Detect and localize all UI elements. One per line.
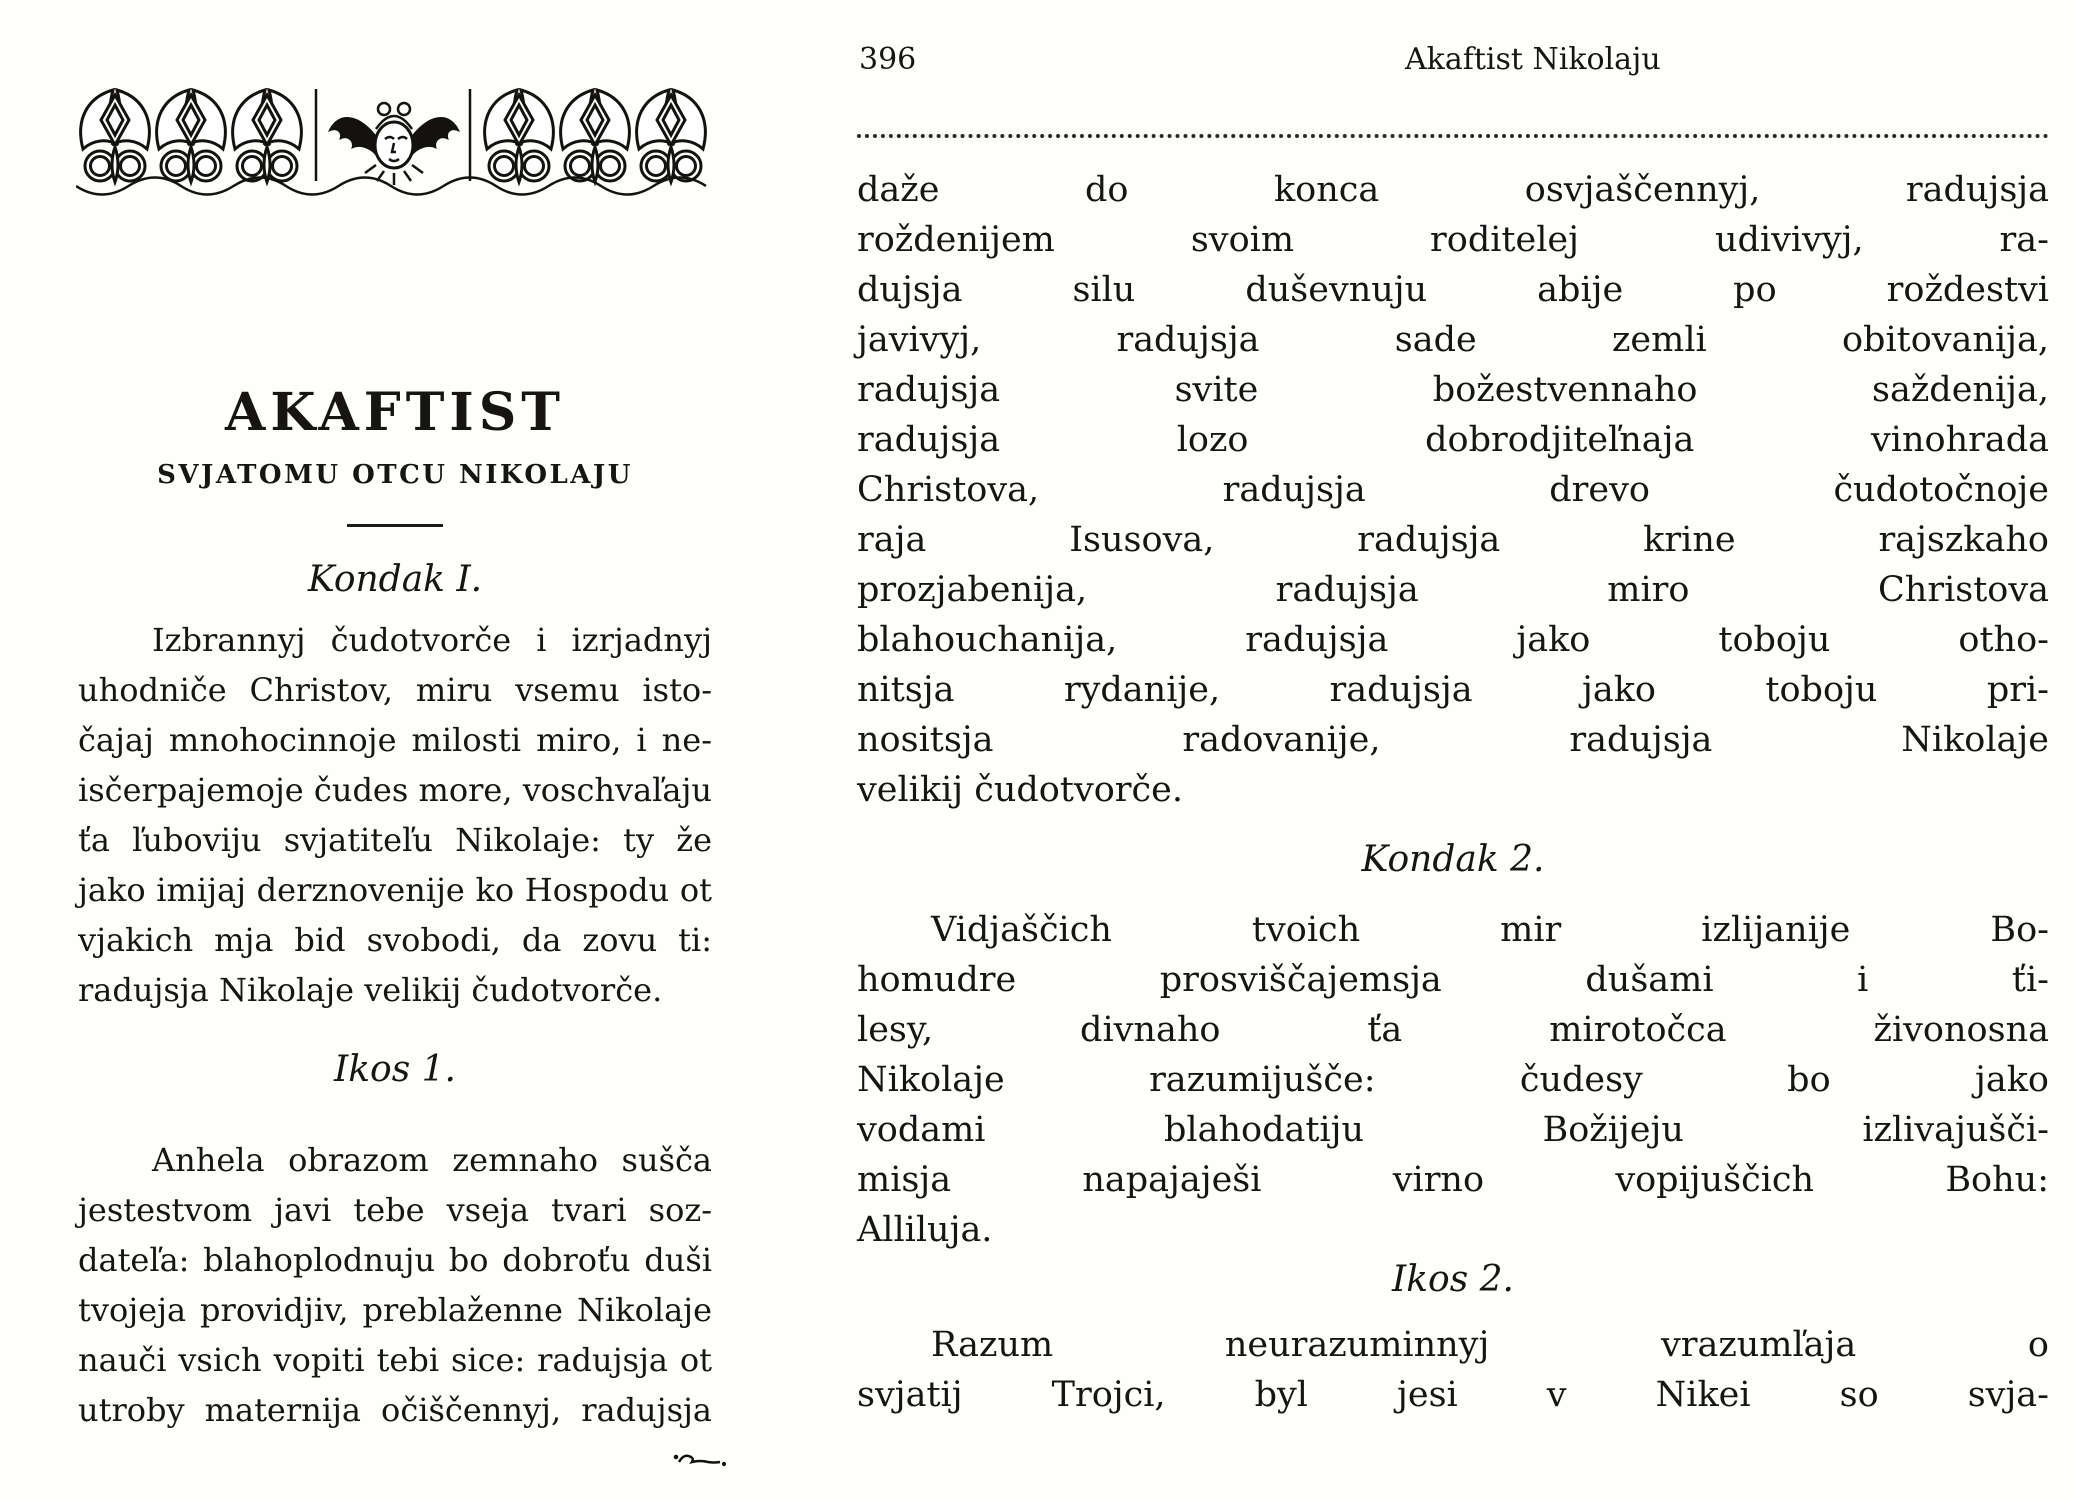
text-line: ťa ľuboviju svjatiteľu Nikolaje: ty že <box>78 821 712 859</box>
text-line: utroby maternija očiščennyj, radujsja <box>78 1391 712 1429</box>
tulip-icon <box>157 90 226 182</box>
page-title: AKAFTIST <box>225 382 565 443</box>
kondak-1-paragraph <box>78 615 712 1015</box>
text-line: radujsja svite božestvennaho saždenija, <box>857 370 2049 410</box>
text-line: nauči vsich vopiti tebi sice: radujsja ot <box>78 1341 712 1379</box>
page-subtitle: SVJATOMU OTCU NIKOLAJU <box>157 460 633 490</box>
text-line: dateľa: blahoplodnuju bo dobroťu duši <box>78 1241 712 1279</box>
text-line: nitsja rydanije, radujsja jako toboju pri- <box>857 670 2049 710</box>
text-line: prozjabenija, radujsja miro Christova <box>857 570 2049 610</box>
text-line: javivyj, radujsja sade zemli obitovanija, <box>857 320 2049 360</box>
ikos-1-paragraph <box>78 1135 712 1435</box>
text-line: raja Isusova, radujsja krine rajszkaho <box>857 520 2049 560</box>
section-heading-ikos-2: Ikos 2. <box>1392 1259 1514 1300</box>
text-line: homudre prosviščajemsja dušami i ťi- <box>857 960 2049 1000</box>
section-heading-kondak-2: Kondak 2. <box>1361 839 1545 880</box>
text-line: nositsja radovanije, radujsja Nikolaje <box>857 720 2049 760</box>
text-line: vjakich mja bid svobodi, da zovu ti: <box>78 921 712 959</box>
text-line: svjatij Trojci, byl jesi v Nikei so svja- <box>857 1375 2049 1415</box>
running-head <box>857 42 2049 88</box>
text-line: uhodniče Christov, miru vsemu isto- <box>78 671 712 709</box>
text-line: roždenijem svoim roditelej udivivyj, ra- <box>857 220 2049 260</box>
tulip-icon <box>485 90 554 182</box>
section-heading-ikos-1: Ikos 1. <box>334 1049 456 1090</box>
text-line: lesy, divnaho ťa mirotočca živonosna <box>857 1010 2049 1050</box>
section-heading-kondak-1: Kondak I. <box>307 559 483 600</box>
tulip-ornament-band <box>76 85 714 207</box>
ikos-2-paragraph <box>857 1320 2049 1420</box>
text-line: Vidjaščich tvoich mir izlijanije Bo- <box>931 910 2049 950</box>
cherub-icon <box>329 103 459 185</box>
continuation-paragraph <box>857 165 2049 815</box>
text-line: isčerpajemoje čudes more, voschvaľaju <box>78 771 712 809</box>
text-line: Razum neurazuminnyj vrazumľaja o <box>931 1325 2049 1365</box>
running-title: Akaftist Nikolaju <box>1405 42 1661 77</box>
text-line: radujsja lozo dobrodjiteľnaja vinohrada <box>857 420 2049 460</box>
text-line: Anhela obrazom zemnaho sušča <box>152 1141 712 1179</box>
text-line: tvojeja providjiv, preblaženne Nikolaje <box>78 1291 712 1329</box>
text-line: čajaj mnohocinnoje milosti miro, i ne- <box>78 721 712 759</box>
tulip-icon <box>233 90 302 182</box>
text-line: velikij čudotvorče. <box>857 770 1183 810</box>
text-line: jako imijaj derznovenije ko Hospodu ot <box>78 871 712 909</box>
ink-smudge-mark <box>673 1448 733 1472</box>
text-line: blahouchanija, radujsja jako toboju otho- <box>857 620 2049 660</box>
text-line: jestestvom javi tebe vseja tvari soz- <box>78 1191 712 1229</box>
title-divider <box>347 524 443 527</box>
text-line: dujsja silu duševnuju abije po roždestvi <box>857 270 2049 310</box>
text-line: Christova, radujsja drevo čudotočnoje <box>857 470 2049 510</box>
tulip-icon <box>637 90 706 182</box>
text-line: vodami blahodatiju Božijeju izlivajušči- <box>857 1110 2049 1150</box>
tulip-icon <box>81 90 150 182</box>
text-line: misja napajaješi virno vopijuščich Bohu: <box>857 1160 2049 1200</box>
text-line: radujsja Nikolaje velikij čudotvorče. <box>78 971 663 1009</box>
text-line: Alliluja. <box>857 1210 993 1250</box>
text-line: Izbrannyj čudotvorče i izrjadnyj <box>152 621 712 659</box>
kondak-2-paragraph <box>857 905 2049 1255</box>
tulip-icon <box>561 90 630 182</box>
page-number: 396 <box>859 42 917 77</box>
header-dotted-rule <box>857 134 2049 138</box>
text-line: Nikolaje razumijušče: čudesy bo jako <box>857 1060 2049 1100</box>
text-line: daže do konca osvjaščennyj, radujsja <box>857 170 2049 210</box>
